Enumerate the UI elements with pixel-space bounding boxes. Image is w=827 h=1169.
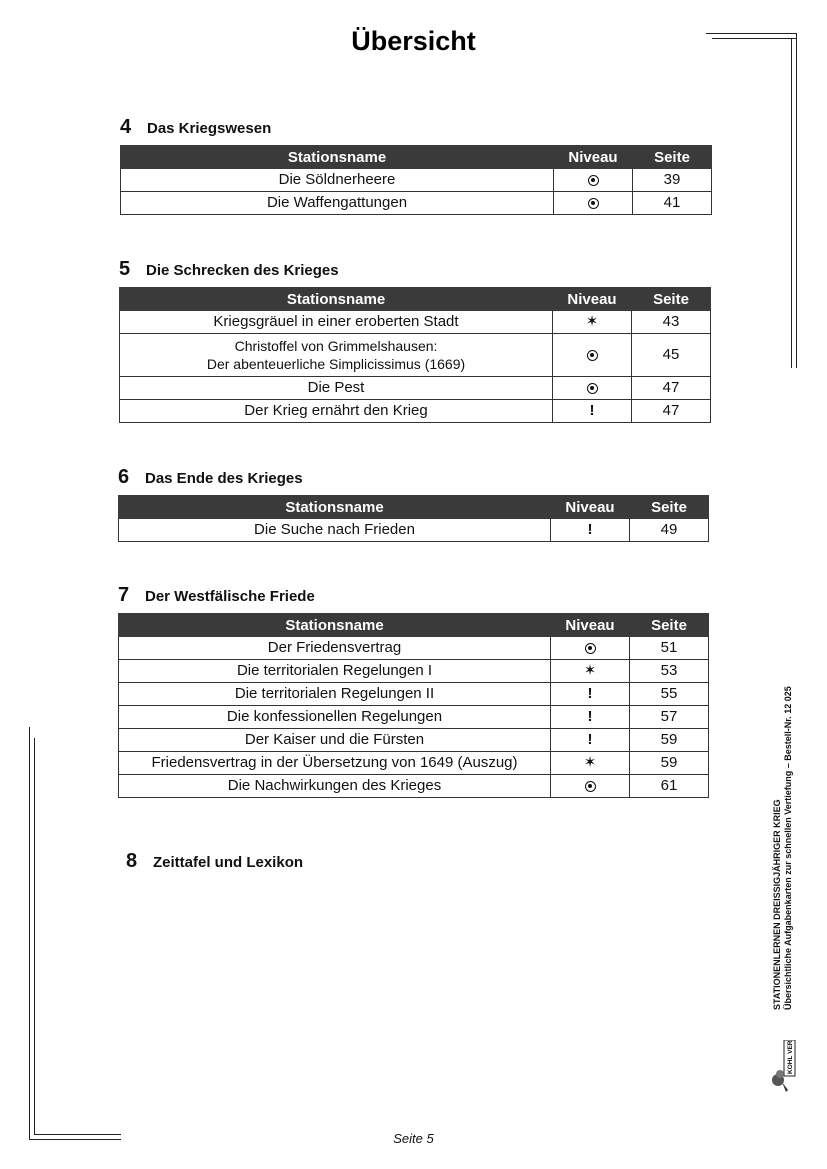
level-cell: [551, 683, 630, 706]
station-name: Der Friedensvertrag: [119, 637, 551, 660]
level-cell: [551, 752, 630, 775]
table-row: [119, 683, 709, 706]
section-number: 7: [118, 584, 130, 606]
level-cell: [554, 192, 633, 215]
level-cell: [551, 660, 630, 683]
column-header-name: Stationsname: [120, 288, 553, 311]
section-number: 5: [119, 258, 131, 280]
column-header-level: Niveau: [551, 614, 630, 637]
page-number: 59: [630, 752, 709, 775]
side-imprint: [772, 640, 806, 1010]
frame-line-right-2: [791, 38, 792, 368]
station-name-line-1: Christoffel von Grimmelshausen:: [234, 338, 438, 354]
station-name: [120, 334, 553, 377]
section-number: 6: [118, 466, 130, 488]
station-name-line-2: Der abenteuerliche Simplicissimus (1669): [206, 356, 466, 372]
exclamation-icon: !: [587, 521, 593, 538]
column-header-level: Niveau: [553, 288, 632, 311]
column-header-level: Niveau: [554, 146, 633, 169]
column-header-page: Seite: [632, 288, 711, 311]
exclamation-icon: !: [587, 731, 593, 748]
frame-line-right: [796, 33, 797, 368]
station-name: Die Nachwirkungen des Krieges: [119, 775, 551, 798]
station-name: Die territorialen Regelungen II: [119, 683, 551, 706]
level-cell: [554, 169, 633, 192]
table-row: [119, 752, 709, 775]
target-icon: [588, 198, 599, 209]
level-cell: [553, 377, 632, 400]
level-cell: [551, 775, 630, 798]
section-title: Zeittafel und Lexikon: [153, 854, 304, 871]
side-imprint-line-2: Übersichtliche Aufgabenkarten zur schnellen Vertiefung – Bestell-Nr. 12 025: [783, 686, 793, 1010]
level-cell: [551, 637, 630, 660]
frame-line-left: [29, 727, 30, 1139]
station-name: Die territorialen Regelungen I: [119, 660, 551, 683]
section-5: [119, 258, 711, 423]
star-icon: ✶: [585, 313, 599, 330]
level-cell: [551, 729, 630, 752]
level-cell: [551, 519, 630, 542]
page-number: 43: [632, 311, 711, 334]
section-number: 8: [126, 850, 138, 872]
station-table: [118, 495, 709, 542]
table-row: [121, 169, 712, 192]
table-row: [119, 519, 709, 542]
table-row: [120, 377, 711, 400]
station-name: Die Pest: [120, 377, 553, 400]
section-7: [118, 584, 709, 798]
table-row: [119, 775, 709, 798]
section-title: Das Kriegswesen: [147, 120, 272, 137]
section-8: [126, 850, 303, 879]
page-footer: Seite 5: [393, 1131, 434, 1146]
page-number: 61: [630, 775, 709, 798]
column-header-name: Stationsname: [119, 614, 551, 637]
column-header-page: Seite: [630, 614, 709, 637]
page-number: 55: [630, 683, 709, 706]
table-row: [119, 706, 709, 729]
station-name: Die Waffengattungen: [121, 192, 554, 215]
table-row: [121, 192, 712, 215]
target-icon: [587, 383, 598, 394]
page-number: 59: [630, 729, 709, 752]
page-number: 47: [632, 377, 711, 400]
page-number: 47: [632, 400, 711, 423]
table-row: [120, 334, 711, 377]
publisher-logo: [770, 1040, 796, 1096]
target-icon: [587, 350, 598, 361]
table-row: [119, 660, 709, 683]
station-name: Friedensvertrag in der Übersetzung von 1649 (Auszug): [119, 752, 551, 775]
page-number: 41: [633, 192, 712, 215]
frame-line-top-right-2: [712, 38, 796, 39]
level-cell: [553, 400, 632, 423]
page-number: 39: [633, 169, 712, 192]
frame-line-left-2: [34, 738, 35, 1134]
station-name: Die konfessionellen Regelungen: [119, 706, 551, 729]
section-6: [118, 466, 709, 542]
exclamation-icon: !: [587, 685, 593, 702]
section-title: Der Westfälische Friede: [145, 588, 315, 605]
column-header-page: Seite: [633, 146, 712, 169]
target-icon: [588, 175, 599, 186]
table-row: [120, 400, 711, 423]
exclamation-icon: !: [587, 708, 593, 725]
station-name: Die Suche nach Frieden: [119, 519, 551, 542]
star-icon: ✶: [583, 754, 597, 771]
station-table: [118, 613, 709, 798]
station-name: Die Söldnerheere: [121, 169, 554, 192]
level-cell: [553, 311, 632, 334]
frame-line-top-right: [706, 33, 796, 34]
column-header-page: Seite: [630, 496, 709, 519]
page-number: 51: [630, 637, 709, 660]
column-header-name: Stationsname: [119, 496, 551, 519]
page-number: 57: [630, 706, 709, 729]
exclamation-icon: !: [589, 402, 595, 419]
page-number: 49: [630, 519, 709, 542]
station-name: Der Kaiser und die Fürsten: [119, 729, 551, 752]
logo-lettering: KOHL VERLAG: [787, 1040, 794, 1074]
tree-logo-icon: [770, 1040, 796, 1096]
star-icon: ✶: [583, 662, 597, 679]
page-number: 53: [630, 660, 709, 683]
column-header-name: Stationsname: [121, 146, 554, 169]
side-imprint-line-1: STATIONENLERNEN DREISSIGJÄHRIGER KRIEG: [772, 799, 782, 1010]
target-icon: [585, 643, 596, 654]
section-number: 4: [120, 116, 132, 138]
table-row: [120, 311, 711, 334]
section-title: Das Ende des Krieges: [145, 470, 303, 487]
level-cell: [551, 706, 630, 729]
station-table: [120, 145, 712, 215]
column-header-level: Niveau: [551, 496, 630, 519]
level-cell: [553, 334, 632, 377]
station-table: [119, 287, 711, 423]
page-title: Übersicht: [351, 26, 476, 56]
section-4: [120, 116, 712, 215]
table-row: [119, 637, 709, 660]
station-name: Kriegsgräuel in einer eroberten Stadt: [120, 311, 553, 334]
section-title: Die Schrecken des Krieges: [146, 262, 339, 279]
table-row: [119, 729, 709, 752]
station-name: Der Krieg ernährt den Krieg: [120, 400, 553, 423]
target-icon: [585, 781, 596, 792]
page-number: 45: [632, 334, 711, 377]
